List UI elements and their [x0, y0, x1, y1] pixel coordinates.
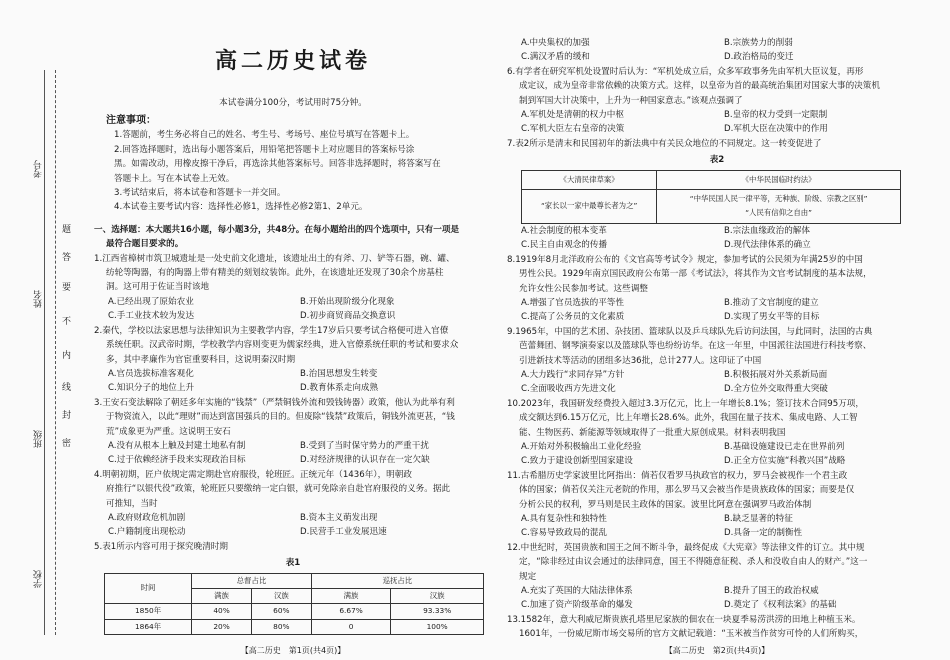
table-header: 时间 [105, 573, 192, 604]
question-stem: 11.古希腊历史学家波里比阿指出：倘若仅看罗马执政官的权力，罗马会被视作一个君主政 [507, 470, 848, 481]
question-stem: 12.中世纪时，英国贵族和国王之间不断斗争，最终促成《大宪章》等法律文件的订立。其中规 [507, 542, 865, 553]
table-cell: 6.67% [311, 604, 391, 619]
question-6 [507, 65, 927, 137]
question-stem: 8.1919年8月北洋政府公布的《文官高等考试令》规定，参加考试的公民须为年满25岁的中国 [507, 254, 863, 265]
banji-label: 班级 [34, 430, 44, 448]
option-d: D.现代法律体系的确立 [724, 240, 811, 251]
table-cell: 40% [192, 604, 252, 619]
warn-char: 要 [62, 283, 72, 293]
table-cell: 1850年 [105, 604, 192, 619]
question-stem: 13.1582年，意大利威尼斯贵族孔塔里尼家族的佃农在一块夏季易涝洪涝的田地上种植玉米。 [507, 614, 861, 625]
section-heading [94, 223, 492, 252]
question-stem: 允许女性公民参加考试。这些调整 [519, 283, 648, 294]
xuexiao-label: 学校 [34, 570, 44, 588]
table-cell: 100% [391, 619, 484, 634]
option-a: A.增强了官员选拔的平等性 [521, 297, 624, 308]
warn-char: 封 [62, 411, 72, 421]
option-d: D.奠定了《权利法案》的基础 [724, 600, 837, 611]
table-cell: 20% [192, 619, 252, 634]
table-2-title: 表2 [709, 155, 725, 166]
question-10 [507, 397, 927, 469]
table-row [105, 619, 484, 634]
question-stem: 6.有学者在研究军机处设置时后认为：“军机处成立后，众多军政事务先由军机大臣议复，再形 [507, 66, 864, 77]
question-stem: 荒”成象更为严重。这说明王安石 [106, 426, 231, 437]
section-line: 最符合题目要求的。 [106, 239, 184, 250]
question-7 [507, 137, 927, 253]
sealing-line [55, 70, 56, 635]
page-2-footer: 【高二历史 第2页(共4页)】 [664, 646, 770, 655]
question-stem: 成定议，成为皇帝非常依赖的决策方式。这样，以皇帝为首的最高统治集团对国家大事的决策机 [519, 81, 880, 92]
option-c: C.满汉矛盾的缓和 [521, 52, 590, 63]
notice-item: 3.考试结束后，将本试卷和答题卡一并交回。 [114, 188, 286, 199]
option-d: D.教育体系走向成熟 [300, 383, 379, 394]
option-d: D.正全方位实施“科教兴国”战略 [724, 456, 846, 467]
option-c: C.全面吸收西方先进文化 [521, 384, 616, 395]
table-cell: 0 [311, 619, 391, 634]
table-cell [657, 190, 901, 224]
option-b: B.治国思想发生转变 [300, 368, 378, 379]
option-c: C.民主自由观念的传播 [521, 240, 608, 251]
question-12 [507, 541, 927, 613]
question-3 [94, 396, 492, 468]
option-b: B.皇帝的权力受到一定限制 [724, 110, 828, 121]
option-d: D.实现了男女平等的目标 [724, 312, 820, 323]
question-stem: 规定 [519, 571, 537, 582]
question-stem: 洞。这可用于佐证当时该地 [106, 282, 210, 293]
table-row [522, 190, 901, 224]
table-row [105, 604, 484, 619]
table-cell-line: “中华民国人民一律平等，无种族、阶级、宗教之区别” [689, 194, 868, 204]
question-stem: 10.2023年，我国研发经费投入超过3.3万亿元，比上一年增长8.1%；签订技术合同95万项， [507, 398, 864, 409]
option-a: A.军机处是清朝的权力中枢 [521, 110, 624, 121]
question-stem: 府推行“以银代役”政策，轮班匠只要缴纳一定白银，就可免除亲自赴官府服役的义务。据此 [106, 484, 451, 495]
table-header: 满族 [192, 589, 252, 604]
question-stem: 定，“除非经过由议会通过的法律同意，国王不得随意征税、杀人和没收自由人的财产。”这一 [519, 557, 868, 568]
option-c: C.致力于建设创新型国家建设 [521, 456, 633, 467]
option-a: A.政府财政危机加剧 [108, 512, 186, 523]
xingming-label: 姓名 [34, 290, 44, 308]
option-b: B.资本主义萌发出现 [300, 512, 378, 523]
option-c: C.军机大臣左右皇帝的决策 [521, 124, 625, 135]
question-stem: 制到军国大计决策中，上升为一种国家意志。”该观点强调了 [519, 95, 743, 106]
question-11 [507, 469, 927, 541]
option-a: A.官员选拔标准客观化 [108, 368, 194, 379]
question-stem: 芭蕾舞团、钢琴演奏家以及篮球队等也纷纷访华。在这一年里，中国派往法国进行科技考察、 [519, 341, 872, 352]
option-d: D.全方位外交取得重大突破 [724, 384, 828, 395]
question-stem: 9.1965年，中国的艺术团、杂技团、篮球队以及乒乓球队先后访问法国，与此同时，法国的古典 [507, 326, 873, 337]
option-b: B.受到了当时保守势力的严重干扰 [300, 440, 429, 451]
table-cell: “家长以一家中最尊长者为之” [522, 190, 657, 224]
question-stem: 成交额达到6.15万亿元，比上年增长28.6%。此外，我国在量子技术、集成电路、人工智 [519, 413, 858, 424]
option-a: A.社会制度的根本变革 [521, 225, 607, 236]
question-stem: 系统任职。汉武帝时期，学校教学内容则变更为儒家经典，进入官僚系统任职的考试和要求众 [106, 340, 459, 351]
option-c: C.容易导致政局的混乱 [521, 528, 608, 539]
question-13 [507, 613, 927, 642]
question-stem: 1601年，一份威尼斯市场交易所的官方文献记载道：“玉米被当作贫穷可怜的人们所购买， [519, 629, 864, 640]
option-c: C.加速了资产阶级革命的爆发 [521, 600, 633, 611]
table-cell: 80% [251, 619, 311, 634]
option-a: A.大力践行“求同存异”方针 [521, 369, 625, 380]
page-1-footer: 【高二历史 第1页(共4页)】 [240, 646, 346, 655]
notice-item: 答题卡上。写在本试卷上无效。 [114, 173, 235, 184]
notice-title: 注意事项： [106, 115, 156, 126]
table-cell-line: “人民有信仰之自由” [745, 208, 813, 218]
question-stem: 7.表2所示是清末和民国初年的新法典中有关民众地位的不同规定。这一转变促进了 [507, 138, 822, 149]
option-d: D.军机大臣在决策中的作用 [724, 124, 828, 135]
option-b: B.提升了国王的政治权威 [724, 586, 819, 597]
exam-title: 高二历史试卷 [214, 48, 371, 74]
page-2 [507, 36, 927, 642]
table-cell: 60% [251, 604, 311, 619]
question-stem: 能、生物医药、新能源等领域取得了一批重大原创成果。材料表明我国 [519, 427, 786, 438]
option-d: D.对经济规律的认识存在一定欠缺 [300, 455, 430, 466]
notice-item: 黑。如需改动，用橡皮擦干净后，再选涂其他答案标号。回答非选择题时，将答案写在 [114, 159, 441, 170]
table-header: 汉族 [391, 589, 484, 604]
binding-margin [0, 0, 92, 660]
option-b: B.宗法血缘政治的解体 [724, 225, 810, 236]
question-stem: 1.江西省樟树市筑卫城遗址是一处史前文化遗址，该遗址出土的有斧、刀、铲等石器，碗、罐、 [94, 253, 455, 264]
option-a: A.充实了英国的大陆法律体系 [521, 586, 633, 597]
option-d: D.民营手工业发展迅速 [300, 527, 387, 538]
table-header: 《中华民国临时约法》 [657, 170, 901, 189]
page-1 [94, 0, 492, 635]
option-b: B.缺乏显著的特征 [724, 514, 793, 524]
option-b: B.开始出现阶级分化现象 [300, 296, 395, 307]
question-stem: 多，其中孝廉作为官宦重要科目，这说明秦汉时期 [106, 354, 296, 365]
question-stem: 于物资流入，以此“理财”而达到富国强兵的目的。但废除“钱禁”政策后，铜钱外流更甚，“钱 [106, 412, 455, 423]
question-5-options [507, 36, 927, 65]
question-stem: 男性公民。1929年南京国民政府公布第一部《考试法》，将其作为文官考试制度的基本法规， [519, 269, 872, 280]
question-stem: 可推知，当时 [106, 498, 158, 509]
question-stem: 引进新技术等活动的团组多达36批，总计277人。这印证了中国 [519, 355, 762, 366]
question-stem: 分析公民的权利，罗马则是民主政体的国家。波里比阿意在强调罗马政治体制 [519, 499, 812, 510]
question-stem: 体的国家；倘若仅关注元老院的作用，那么罗马又会被当作是贵族政体的国家；而要是仅 [519, 485, 855, 496]
table-2 [521, 170, 901, 224]
notice-item: 4.本试卷主要考试内容：选择性必修1，选择性必修2第1、2单元。 [114, 202, 368, 213]
option-a: A.没有从根本上触及封建土地私有制 [108, 440, 246, 451]
notice-item: 1.答题前，考生务必将自己的姓名、考生号、考场号、座位号填写在答题卡上。 [114, 130, 415, 141]
table-header: 《大清民律草案》 [522, 170, 657, 189]
table-1-title: 表1 [285, 558, 301, 569]
question-stem: 5.表1所示内容可用于探究晚清时期 [94, 541, 228, 552]
option-b: B.积极拓展对外关系新局面 [724, 369, 828, 380]
option-a: A.开始对外积极输出工业化经验 [521, 441, 642, 452]
question-1 [94, 252, 492, 324]
table-cell: 1864年 [105, 619, 192, 634]
option-c: C.户籍制度出现松动 [108, 527, 186, 538]
table-header: 满族 [311, 589, 391, 604]
table-header: 总督占比 [192, 573, 312, 588]
option-c: C.手工业技术较为发达 [108, 311, 195, 322]
option-c: C.过于依赖经济手段来实现政治目标 [108, 455, 246, 466]
option-d: D.初步商贸商品交换意识 [300, 311, 396, 322]
option-b: B.推动了文官制度的建立 [724, 297, 819, 308]
question-8 [507, 253, 927, 325]
question-2 [94, 324, 492, 396]
warn-char: 题 [62, 225, 72, 235]
option-a: A.已经出现了原始农业 [108, 296, 194, 307]
question-4 [94, 468, 492, 540]
kaohao-label: 考号 [34, 160, 44, 178]
warn-char: 密 [62, 439, 72, 449]
question-stem: 3.王安石变法解除了朝廷多年实施的“钱禁”（严禁铜钱外流和毁钱铸器）政策，他认为此举有利 [94, 397, 455, 408]
option-a: A.中央集权的加强 [521, 38, 590, 48]
option-c: C.知识分子的地位上升 [108, 383, 195, 394]
notice-block [94, 114, 492, 215]
exam-subtitle: 本试卷满分100分，考试用时75分钟。 [219, 98, 367, 108]
option-d: D.政治格局的变迁 [724, 52, 794, 63]
option-c: C.提高了公务员的文化素质 [521, 312, 625, 323]
warn-char: 不 [62, 317, 72, 327]
question-9 [507, 325, 927, 397]
option-d: D.具备一定的制衡性 [724, 528, 803, 539]
warn-char: 线 [62, 383, 72, 393]
table-1 [104, 573, 484, 636]
question-stem: 4.明朝初期，匠户依规定需定期赴官府服役，轮班匠。正统元年（1436年），明朝政 [94, 469, 412, 480]
question-stem: 2.秦代，学校以法家思想与法律知识为主要教学内容，学生17岁后只要考试合格便可进入官僚 [94, 325, 449, 336]
question-5 [94, 540, 492, 635]
table-cell: 93.33% [391, 604, 484, 619]
section-line: 一、选择题：本大题共16小题，每小题3分，共48分。在每小题给出的四个选项中，只有一项是 [94, 224, 460, 235]
notice-item: 2.回答选择题时，选出每小题答案后，用铅笔把答题卡上对应题目的答案标号涂 [114, 144, 415, 155]
table-header: 汉族 [251, 589, 311, 604]
option-a: A.具有复杂性和独特性 [521, 514, 607, 524]
warn-char: 答 [62, 253, 72, 263]
table-header: 巡抚占比 [311, 573, 483, 588]
option-b: B.基础设施建设已走在世界前列 [724, 441, 845, 452]
option-b: B.宗族势力的削弱 [724, 38, 793, 48]
binding-line [44, 70, 45, 635]
question-stem: 纺轮等陶器，有的陶器上带有精美的刻划纹装饰。此外，在该遗址还发现了30余个房基柱 [106, 268, 444, 279]
warn-char: 内 [62, 351, 72, 361]
